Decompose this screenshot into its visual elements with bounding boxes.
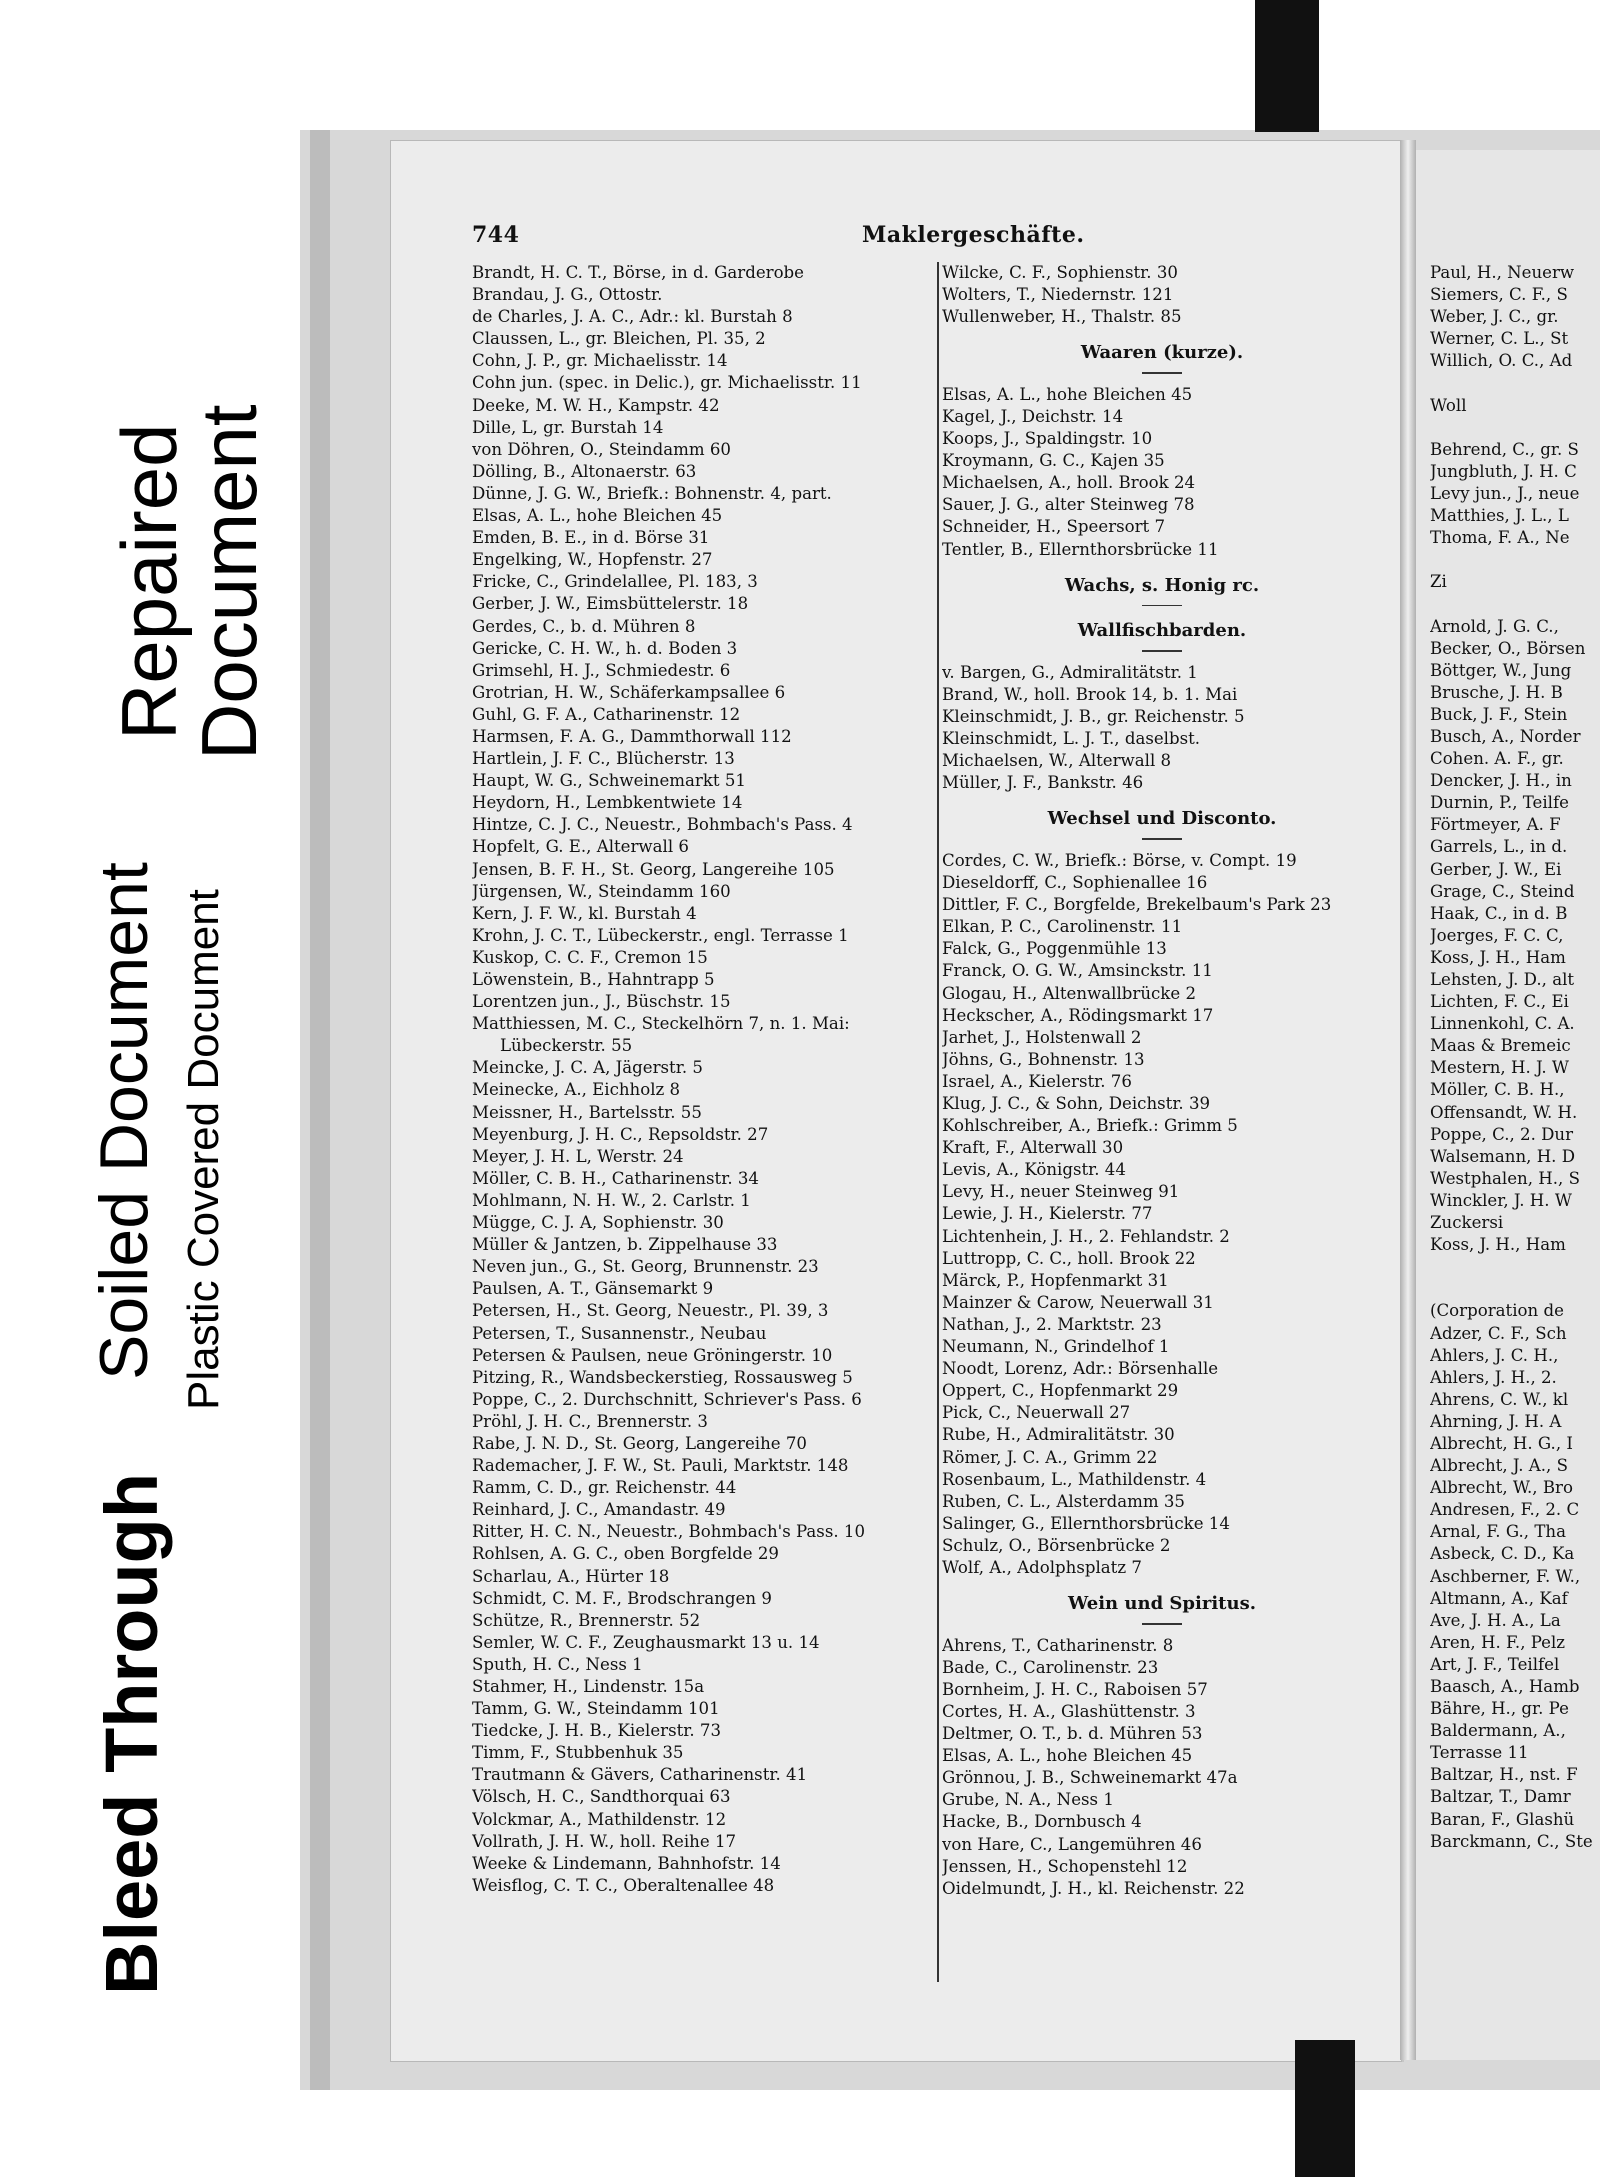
directory-entry: Hopfelt, G. E., Alterwall 6 xyxy=(472,837,689,857)
binding-tab-bottom xyxy=(1295,2040,1355,2177)
next-page-entry xyxy=(1430,417,1600,439)
directory-entry: Elkan, P. C., Carolinenstr. 11 xyxy=(942,917,1183,937)
section-heading: Waaren (kurze). xyxy=(1080,342,1244,364)
directory-entry: Wolters, T., Niedernstr. 121 xyxy=(942,285,1174,305)
directory-entry: Petersen & Paulsen, neue Gröningerstr. 10 xyxy=(472,1345,833,1365)
directory-entry: Cordes, C. W., Briefk.: Börse, v. Compt. 19 xyxy=(942,850,1297,870)
directory-entry: Grimsehl, H. J., Schmiedestr. 6 xyxy=(472,660,731,680)
directory-entry: Möller, C. B. H., Catharinenstr. 34 xyxy=(472,1168,759,1188)
directory-entry: Grönnou, J. B., Schweinemarkt 47a xyxy=(942,1768,1238,1788)
next-page-entry: Werner, C. L., St xyxy=(1430,329,1569,349)
next-page-entry: Behrend, C., gr. S xyxy=(1430,439,1579,459)
directory-entry: Michaelsen, A., holl. Brook 24 xyxy=(942,473,1196,493)
next-page-entry: Offensandt, W. H. xyxy=(1430,1102,1578,1122)
next-page-entry xyxy=(1430,1278,1600,1300)
section-rule xyxy=(1142,1623,1182,1625)
directory-entry: Noodt, Lorenz, Adr.: Börsenhalle xyxy=(942,1359,1219,1379)
next-page-entry xyxy=(1430,1256,1600,1278)
binding-tab-top xyxy=(1255,0,1319,132)
directory-entry: Löwenstein, B., Hahntrapp 5 xyxy=(472,970,715,989)
directory-entry: Guhl, G. F. A., Catharinenstr. 12 xyxy=(472,704,741,724)
next-page-entry: Möller, C. B. H., xyxy=(1430,1080,1565,1100)
book-edge xyxy=(310,130,330,2090)
directory-entry: Schulz, O., Börsenbrücke 2 xyxy=(942,1535,1171,1555)
directory-entry: Engelking, W., Hopfenstr. 27 xyxy=(472,550,713,570)
next-page-entry: Albrecht, H. G., I xyxy=(1430,1433,1573,1453)
next-page-entry: Bähre, H., gr. Pe xyxy=(1430,1699,1569,1719)
directory-entry: Cohn, J. P., gr. Michaelisstr. 14 xyxy=(472,351,728,371)
next-page-entry: Grage, C., Steind xyxy=(1430,881,1575,901)
next-page-entry: Ahrens, C. W., kl xyxy=(1430,1389,1569,1409)
next-page-entry: Arnal, F. G., Tha xyxy=(1430,1522,1566,1542)
next-page-entry: Baltzar, T., Damr xyxy=(1430,1787,1571,1807)
directory-entry: Israel, A., Kielerstr. 76 xyxy=(942,1071,1132,1091)
next-page-entry: Ahrning, J. H. A xyxy=(1430,1411,1562,1431)
next-page-entry: Albrecht, W., Bro xyxy=(1430,1478,1573,1498)
directory-entry: Sauer, J. G., alter Steinweg 78 xyxy=(942,495,1195,515)
directory-entry: Kuskop, C. C. F., Cremon 15 xyxy=(472,947,708,967)
next-page-entry: Busch, A., Norder xyxy=(1430,726,1581,746)
directory-entry: Tiedcke, J. H. B., Kielerstr. 73 xyxy=(472,1721,722,1741)
next-page-entry: Barckmann, C., Ste xyxy=(1430,1831,1593,1851)
column-divider xyxy=(937,262,939,1982)
directory-entry: Wullenweber, H., Thalstr. 85 xyxy=(942,307,1182,327)
next-page-entry: Linnenkohl, C. A. xyxy=(1430,1014,1575,1034)
directory-entry: Oppert, C., Hopfenmarkt 29 xyxy=(942,1381,1179,1401)
directory-entry: Völsch, H. C., Sandthorquai 63 xyxy=(472,1787,731,1807)
next-page-entry: Albrecht, J. A., S xyxy=(1430,1456,1568,1476)
next-page-entry: Förtmeyer, A. F xyxy=(1430,815,1561,835)
directory-entry: Elsas, A. L., hohe Bleichen 45 xyxy=(942,384,1193,404)
next-page-entry: Zuckersi xyxy=(1430,1213,1504,1233)
directory-entry: Rosenbaum, L., Mathildenstr. 4 xyxy=(942,1469,1207,1489)
directory-entry: Gerber, J. W., Eimsbüttelerstr. 18 xyxy=(472,594,749,614)
directory-entry: Hartlein, J. F. C., Blücherstr. 13 xyxy=(472,749,735,769)
next-page-entry: Lehsten, J. D., alt xyxy=(1430,970,1575,989)
page-heading: Maklergeschäfte. xyxy=(862,222,1085,248)
directory-entry: Rabe, J. N. D., St. Georg, Langereihe 70 xyxy=(472,1433,807,1453)
directory-entry: Cortes, H. A., Glashüttenstr. 3 xyxy=(942,1701,1196,1721)
directory-entry: Rademacher, J. F. W., St. Pauli, Marktstr. 148 xyxy=(472,1456,849,1476)
next-page-entry: Ahlers, J. C. H., xyxy=(1430,1345,1559,1365)
directory-entry: Franck, O. G. W., Amsinckstr. 11 xyxy=(942,961,1213,981)
next-page-entry: Andresen, F., 2. C xyxy=(1430,1500,1580,1520)
directory-entry: Kagel, J., Deichstr. 14 xyxy=(942,406,1124,426)
next-page-entry xyxy=(1430,372,1600,394)
directory-entry: Levis, A., Königstr. 44 xyxy=(942,1160,1126,1180)
next-page-entry: Gerber, J. W., Ei xyxy=(1430,859,1562,879)
directory-entry: Hacke, B., Dornbusch 4 xyxy=(942,1812,1142,1832)
directory-entry: Michaelsen, W., Alterwall 8 xyxy=(942,751,1172,771)
next-page-entry: Woll xyxy=(1430,395,1467,415)
directory-entry: Müller, J. F., Bankstr. 46 xyxy=(942,773,1144,793)
directory-entry: Meinecke, A., Eichholz 8 xyxy=(472,1080,681,1100)
label-panel xyxy=(0,0,300,2177)
next-page-entry: Haak, C., in d. B xyxy=(1430,903,1568,923)
next-page-entry: Siemers, C. F., S xyxy=(1430,285,1568,305)
directory-entry: Scharlau, A., Hürter 18 xyxy=(472,1566,670,1586)
directory-entry: Poppe, C., 2. Durchschnitt, Schriever's Pass. 6 xyxy=(472,1389,862,1409)
next-page-entry: Baltzar, H., nst. F xyxy=(1430,1765,1578,1785)
next-page-entry: Becker, O., Börsen xyxy=(1430,638,1586,658)
section-heading: Wechsel und Disconto. xyxy=(1047,808,1277,830)
next-page-entry: (Corporation de xyxy=(1430,1301,1564,1321)
book-gutter xyxy=(1400,140,1416,2060)
label-soiled-document: Soiled Document xyxy=(86,862,162,1380)
directory-entry: Kohlschreiber, A., Briefk.: Grimm 5 xyxy=(942,1116,1238,1136)
directory-entry: Vollrath, J. H. W., holl. Reihe 17 xyxy=(472,1831,737,1851)
next-page-entry xyxy=(1430,593,1600,615)
next-page-entry: Lichten, F. C., Ei xyxy=(1430,992,1569,1012)
directory-entry: Gericke, C. H. W., h. d. Boden 3 xyxy=(472,638,738,658)
section-heading: Wallfischbarden. xyxy=(1077,620,1247,642)
label-bleed-through: Bleed Through xyxy=(90,1472,173,1995)
section-heading: Wachs, s. Honig rc. xyxy=(1064,574,1260,596)
next-page-entry: Paul, H., Neuerw xyxy=(1430,263,1575,282)
section-rule xyxy=(1142,650,1182,652)
next-page-entry: Asbeck, C. D., Ka xyxy=(1430,1544,1575,1564)
directory-entry: Reinhard, J. C., Amandastr. 49 xyxy=(472,1500,726,1520)
directory-entry: Elsas, A. L., hohe Bleichen 45 xyxy=(942,1746,1193,1766)
next-page-entry: Maas & Bremeic xyxy=(1430,1036,1571,1056)
next-page-entry: Adzer, C. F., Sch xyxy=(1430,1323,1567,1343)
next-page-entry: Brusche, J. H. B xyxy=(1430,682,1563,702)
directory-entry: Mainzer & Carow, Neuerwall 31 xyxy=(942,1292,1214,1312)
next-page-entry: Ave, J. H. A., La xyxy=(1430,1610,1561,1630)
directory-entry: Tentler, B., Ellernthorsbrücke 11 xyxy=(942,539,1219,559)
directory-entry: Meincke, J. C. A, Jägerstr. 5 xyxy=(472,1058,703,1078)
next-page-entry: Terrasse 11 xyxy=(1430,1743,1529,1763)
directory-entry: Haupt, W. G., Schweinemarkt 51 xyxy=(472,771,746,791)
directory-entry: Mohlmann, N. H. W., 2. Carlstr. 1 xyxy=(472,1190,751,1210)
next-page-entry: Cohen. A. F., gr. xyxy=(1430,749,1564,769)
directory-entry: Neven jun., G., St. Georg, Brunnenstr. 23 xyxy=(472,1257,819,1277)
directory-entry: Deltmer, O. T., b. d. Mühren 53 xyxy=(942,1724,1203,1744)
directory-entry: Mügge, C. J. A, Sophienstr. 30 xyxy=(472,1213,724,1233)
directory-entry: Luttropp, C. C., holl. Brook 22 xyxy=(942,1248,1196,1268)
directory-entry: Rohlsen, A. G. C., oben Borgfelde 29 xyxy=(472,1544,779,1564)
directory-entry: Fricke, C., Grindelallee, Pl. 183, 3 xyxy=(472,572,758,592)
directory-entry: Lewie, J. H., Kielerstr. 77 xyxy=(942,1204,1153,1224)
directory-entry: Jenssen, H., Schopenstehl 12 xyxy=(942,1856,1188,1876)
directory-entry: Heckscher, A., Rödingsmarkt 17 xyxy=(942,1005,1214,1025)
directory-entry: Emden, B. E., in d. Börse 31 xyxy=(472,528,710,548)
next-page-entry: Matthies, J. L., L xyxy=(1430,506,1569,526)
directory-entry: Ritter, H. C. N., Neuestr., Bohmbach's Pass. 10 xyxy=(472,1522,865,1542)
next-page-entry: Buck, J. F., Stein xyxy=(1430,704,1568,724)
next-page-entry: Durnin, P., Teilfe xyxy=(1430,793,1569,813)
directory-entry: Rube, H., Admiralitätstr. 30 xyxy=(942,1425,1175,1445)
directory-entry: Brand, W., holl. Brook 14, b. 1. Mai xyxy=(942,684,1238,704)
directory-entry: Salinger, G., Ellernthorsbrücke 14 xyxy=(942,1513,1230,1533)
next-page-entry: Aren, H. F., Pelz xyxy=(1430,1632,1566,1652)
directory-entry: Timm, F., Stubbenhuk 35 xyxy=(472,1743,684,1763)
next-page-entry: Böttger, W., Jung xyxy=(1430,660,1572,680)
directory-entry: v. Bargen, G., Admiralitätstr. 1 xyxy=(942,662,1198,682)
directory-entry: Grube, N. A., Ness 1 xyxy=(942,1790,1114,1810)
next-page-entry: Walsemann, H. D xyxy=(1430,1146,1576,1166)
directory-entry: Koops, J., Spaldingstr. 10 xyxy=(942,429,1153,449)
directory-entry: Weisflog, C. T. C., Oberaltenallee 48 xyxy=(472,1875,775,1895)
next-page-entry: Garrels, L., in d. xyxy=(1430,837,1568,857)
directory-entry: Jöhns, G., Bohnenstr. 13 xyxy=(942,1049,1145,1069)
next-page-entry: Altmann, A., Kaf xyxy=(1430,1588,1568,1608)
directory-entry: Meyenburg, J. H. C., Repsoldstr. 27 xyxy=(472,1124,769,1144)
directory-entry: Heydorn, H., Lembkentwiete 14 xyxy=(472,793,743,813)
directory-entry: Dille, L, gr. Burstah 14 xyxy=(472,417,664,437)
next-page-entry: Joerges, F. C. C, xyxy=(1430,925,1564,945)
directory-entry: Weeke & Lindemann, Bahnhofstr. 14 xyxy=(472,1853,781,1873)
directory-entry: Petersen, H., St. Georg, Neuestr., Pl. 39, 3 xyxy=(472,1301,829,1321)
next-page-entry: Baldermann, A., xyxy=(1430,1721,1566,1741)
directory-entry: Paulsen, A. T., Gänsemarkt 9 xyxy=(472,1279,714,1299)
directory-entry: Harmsen, F. A. G., Dammthorwall 112 xyxy=(472,726,792,746)
directory-entry: Grotrian, H. W., Schäferkampsallee 6 xyxy=(472,682,786,702)
next-page-entry: Baran, F., Glashü xyxy=(1430,1809,1575,1829)
directory-entry: Meyer, J. H. L, Werstr. 24 xyxy=(472,1146,684,1166)
next-page-entry: Koss, J. H., Ham xyxy=(1430,1235,1566,1255)
next-page-entry: Zi xyxy=(1430,572,1447,592)
next-page-entry: Ahlers, J. H., 2. xyxy=(1430,1367,1557,1387)
directory-entry: Kraft, F., Alterwall 30 xyxy=(942,1138,1124,1158)
next-page-entry: Weber, J. C., gr. xyxy=(1430,307,1559,327)
next-page-entry xyxy=(1430,549,1600,571)
next-page-entry: Mestern, H. J. W xyxy=(1430,1058,1569,1078)
directory-entry: Trautmann & Gävers, Catharinenstr. 41 xyxy=(472,1765,808,1785)
directory-entry: Gerdes, C., b. d. Mühren 8 xyxy=(472,616,696,636)
directory-entry: Ahrens, T., Catharinenstr. 8 xyxy=(942,1635,1174,1655)
next-page-entry: Thoma, F. A., Ne xyxy=(1430,528,1570,548)
next-page-entry: Baasch, A., Hamb xyxy=(1430,1677,1580,1696)
directory-entry: Brandau, J. G., Ottostr. xyxy=(472,285,663,305)
page-number: 744 xyxy=(472,222,520,248)
directory-entry: Claussen, L., gr. Bleichen, Pl. 35, 2 xyxy=(472,329,766,349)
directory-entry: Dieseldorff, C., Sophienallee 16 xyxy=(942,873,1208,893)
next-page-column xyxy=(1430,262,1600,1853)
directory-entry: Lorentzen jun., J., Büschstr. 15 xyxy=(472,992,731,1012)
directory-entry: Hintze, C. J. C., Neuestr., Bohmbach's Pass. 4 xyxy=(472,815,853,835)
directory-entry: Neumann, N., Grindelhof 1 xyxy=(942,1337,1170,1357)
left-column xyxy=(472,262,932,1897)
next-page-entry: Willich, O. C., Ad xyxy=(1430,351,1573,371)
directory-entry: Matthiessen, M. C., Steckelhörn 7, n. 1. Mai: xyxy=(472,1014,850,1034)
section-rule xyxy=(1142,372,1182,374)
directory-entry: Kroymann, G. C., Kajen 35 xyxy=(942,451,1165,471)
next-page-entry: Westphalen, H., S xyxy=(1430,1168,1580,1188)
directory-entry: von Hare, C., Langemühren 46 xyxy=(942,1834,1202,1854)
directory-entry: Pick, C., Neuerwall 27 xyxy=(942,1403,1131,1423)
directory-entry: Schmidt, C. M. F., Brodschrangen 9 xyxy=(472,1588,772,1608)
section-rule xyxy=(1142,605,1182,607)
next-page-entry: Winckler, J. H. W xyxy=(1430,1190,1572,1210)
directory-entry: Cohn jun. (spec. in Delic.), gr. Michaelisstr. 11 xyxy=(472,373,862,393)
next-page-entry: Koss, J. H., Ham xyxy=(1430,947,1566,967)
directory-entry: Schütze, R., Brennerstr. 52 xyxy=(472,1610,701,1630)
next-page-entry: Levy jun., J., neue xyxy=(1430,483,1580,503)
directory-entry: Jensen, B. F. H., St. Georg, Langereihe 105 xyxy=(472,859,835,879)
directory-entry: Elsas, A. L., hohe Bleichen 45 xyxy=(472,506,723,526)
label-repaired: Repaired xyxy=(105,423,193,740)
section-rule xyxy=(1142,838,1182,840)
next-page-entry: Arnold, J. G. C., xyxy=(1430,616,1559,636)
directory-entry: de Charles, J. A. C., Adr.: kl. Burstah 8 xyxy=(472,307,793,327)
directory-entry: von Döhren, O., Steindamm 60 xyxy=(472,439,731,459)
directory-entry: Dittler, F. C., Borgfelde, Brekelbaum's Park 23 xyxy=(942,895,1332,915)
directory-entry: Sputh, H. C., Ness 1 xyxy=(472,1654,643,1674)
directory-entry: Schneider, H., Speersort 7 xyxy=(942,517,1166,537)
directory-entry: Bornheim, J. H. C., Raboisen 57 xyxy=(942,1679,1208,1699)
directory-entry: Wilcke, C. F., Sophienstr. 30 xyxy=(942,263,1178,282)
next-page-entry: Jungbluth, J. H. C xyxy=(1430,461,1577,481)
label-repaired-document: Document xyxy=(185,404,273,760)
next-page-entry: Aschberner, F. W., xyxy=(1430,1566,1581,1586)
directory-entry: Tamm, G. W., Steindamm 101 xyxy=(472,1699,720,1719)
directory-entry: Kleinschmidt, L. J. T., daselbst. xyxy=(942,729,1201,749)
directory-entry: Meissner, H., Bartelsstr. 55 xyxy=(472,1102,702,1122)
directory-entry: Ramm, C. D., gr. Reichenstr. 44 xyxy=(472,1478,737,1498)
directory-entry: Falck, G., Poggenmühle 13 xyxy=(942,939,1167,959)
directory-entry: Deeke, M. W. H., Kampstr. 42 xyxy=(472,395,720,415)
directory-entry: Brandt, H. C. T., Börse, in d. Garderobe xyxy=(472,263,805,282)
label-plastic-covered-document: Plastic Covered Document xyxy=(179,889,228,1410)
directory-entry: Levy, H., neuer Steinweg 91 xyxy=(942,1182,1180,1202)
directory-entry: Lübeckerstr. 55 xyxy=(500,1036,633,1056)
directory-entry: Kern, J. F. W., kl. Burstah 4 xyxy=(472,903,697,923)
directory-entry: Krohn, J. C. T., Lübeckerstr., engl. Terrasse 1 xyxy=(472,925,849,945)
directory-entry: Wolf, A., Adolphsplatz 7 xyxy=(942,1557,1142,1577)
directory-entry: Oidelmundt, J. H., kl. Reichenstr. 22 xyxy=(942,1878,1245,1898)
directory-entry: Volckmar, A., Mathildenstr. 12 xyxy=(472,1809,727,1829)
directory-entry: Pröhl, J. H. C., Brennerstr. 3 xyxy=(472,1411,708,1431)
directory-entry: Jarhet, J., Holstenwall 2 xyxy=(942,1027,1142,1047)
directory-entry: Lichtenhein, J. H., 2. Fehlandstr. 2 xyxy=(942,1226,1230,1246)
directory-entry: Pitzing, R., Wandsbeckerstieg, Rossausweg 5 xyxy=(472,1367,853,1387)
directory-entry: Jürgensen, W., Steindamm 160 xyxy=(472,881,731,901)
directory-entry: Ruben, C. L., Alsterdamm 35 xyxy=(942,1491,1185,1511)
directory-entry: Petersen, T., Susannenstr., Neubau xyxy=(472,1323,767,1343)
directory-entry: Dünne, J. G. W., Briefk.: Bohnenstr. 4, part. xyxy=(472,483,832,503)
right-column xyxy=(942,262,1382,1900)
directory-entry: Bade, C., Carolinenstr. 23 xyxy=(942,1657,1159,1677)
directory-entry: Märck, P., Hopfenmarkt 31 xyxy=(942,1270,1169,1290)
next-page-entry: Art, J. F., Teilfel xyxy=(1430,1654,1560,1674)
directory-entry: Müller & Jantzen, b. Zippelhause 33 xyxy=(472,1235,778,1255)
directory-entry: Semler, W. C. F., Zeughausmarkt 13 u. 14 xyxy=(472,1632,820,1652)
directory-entry: Römer, J. C. A., Grimm 22 xyxy=(942,1447,1158,1467)
directory-entry: Nathan, J., 2. Marktstr. 23 xyxy=(942,1314,1162,1334)
directory-entry: Glogau, H., Altenwallbrücke 2 xyxy=(942,983,1197,1003)
directory-entry: Klug, J. C., & Sohn, Deichstr. 39 xyxy=(942,1094,1211,1113)
section-heading: Wein und Spiritus. xyxy=(1068,1593,1256,1615)
directory-entry: Stahmer, H., Lindenstr. 15a xyxy=(472,1677,705,1696)
directory-entry: Kleinschmidt, J. B., gr. Reichenstr. 5 xyxy=(942,707,1245,726)
directory-entry: Dölling, B., Altonaerstr. 63 xyxy=(472,461,697,481)
next-page-entry: Dencker, J. H., in xyxy=(1430,771,1572,791)
next-page-entry: Poppe, C., 2. Dur xyxy=(1430,1124,1574,1144)
